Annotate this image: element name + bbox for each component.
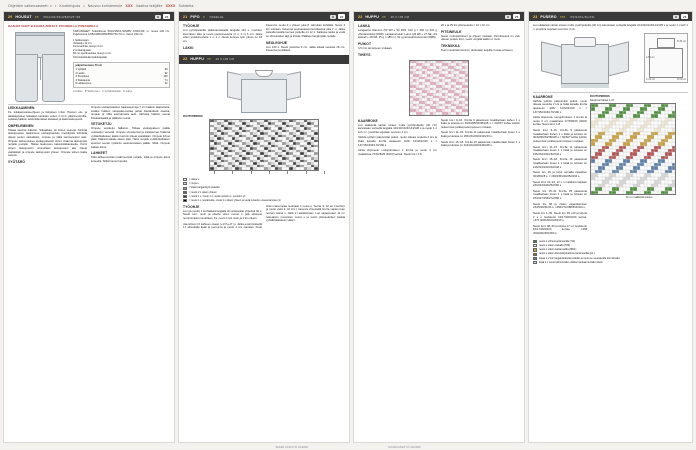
section-text: Luo sääteletä vartan sivaen mulle pyöröpuikolle (40 cm) karvanaan verisellä langalla 104/110/124/124/128 s ja neulo 1 o koh 1 n. joustinta sujutaan reunoon 4 cm. bbox=[358, 123, 437, 134]
table-row: 3 Sivupituus 100 bbox=[75, 75, 168, 79]
legend-item: neulo o.oikein valealla (539) bbox=[533, 244, 688, 248]
article-header-housut bbox=[4, 12, 174, 21]
section-text: Neulo krs:t 11–15. Krs:lla 11 jakautuvat maalikertaan kuten 1 s lisää ja tulossa on 156/234/232/242/240 s. bbox=[533, 145, 587, 156]
section-text: Ompele vetoketju halkioon. Tikkaa etukappaleen päälle vetoketjun vierestä. Ompele sivusaumat ja sisäsaumat. Käännä vyötärökaitaleen kaksin kerroin oikeat vastakkain. Ompele lyhyet päät. Käännä kaitale oikein päin. Harsi nurjalle vyötärökaitaleen avoimet reunat vyötärön saumanvaraan päälle. Silitä. Ompele kaitale kiinni. bbox=[91, 127, 170, 149]
topbar-item-1: Koottelujuks bbox=[59, 3, 81, 8]
section-text: Luo (ja neulo) 2 kerhalasta langalla oli ranksaukat yhdessä 40 s. Neulo kerr. nurin ja oikeita sitten neuoo s pää sittuneet reunimmaiset neulotaan. Ks. neulo 1 krs nurin ja 1 krs oikein. bbox=[183, 209, 262, 220]
camera-icon bbox=[155, 15, 161, 19]
chart-subtitle: Neulo kerrokset 1-47 bbox=[590, 98, 615, 102]
section-heading: KAARROKE bbox=[358, 118, 378, 123]
article-subtitle: HAAHAT OHUT B-KAARA ARKKI 2: PUUSEELLA PUNASEELLA bbox=[8, 24, 99, 28]
legend-swatch bbox=[183, 195, 187, 198]
legend-swatch bbox=[183, 182, 187, 185]
chart-axis bbox=[183, 171, 345, 176]
section-heading: LAHKEET bbox=[91, 151, 108, 156]
article-code: 29 X 135 CM bbox=[215, 57, 235, 62]
page-footer bbox=[0, 443, 696, 450]
topbar-item-3: Vaativa tekijälle bbox=[135, 3, 163, 8]
legend-swatch bbox=[183, 191, 187, 194]
section-text: Neulo krs:t 9–16. Krs:lla 9 jakautuvat maalikertaan kahen 1 s lisää ja tulossa on 30/32/65/34/38/108 s = 60/60? kohta tyttöön puikemmat puikkopuolet tarpeen mukaan. bbox=[441, 118, 520, 129]
section-text: 20 s ja 25 krs pitsineuletta = 10 x 10 cm. bbox=[441, 24, 491, 27]
footer-right: SUURI KÄSITYÖ 10/2020 bbox=[388, 444, 421, 449]
pusero-legend bbox=[533, 240, 688, 265]
legend-item: neulo o.vihreä kartanvarilla (711) bbox=[533, 240, 688, 244]
article-title: PUSERO bbox=[540, 14, 557, 19]
article-title: HUPPU bbox=[365, 14, 379, 19]
section-heading: PITSINEULE bbox=[441, 29, 462, 34]
section-text: 4,5 mm tai tarpeen mukaan. bbox=[358, 46, 393, 50]
section-text: Aloita kirjoneule ruutupiirroksen 1 krs:lta ja neulo 4 o:n maalarissa 27/3/28/29 (3/0/2) kertaa. Neulo krs:t 1-8. bbox=[533, 116, 587, 127]
page-number: 25 bbox=[514, 14, 519, 19]
article-body-housut bbox=[4, 21, 174, 442]
section-heading: VYÖTÄRÖ bbox=[8, 159, 26, 164]
chart-cell bbox=[465, 112, 468, 115]
materials-list bbox=[73, 39, 170, 59]
article-number: 20 bbox=[8, 14, 13, 19]
section-text: Neulo ruutupiirroksen ja ohjeen mukaan. Piirroksessa on vain oikean puolen krs:t, neulo nurjalla kaikki s:t nurin. bbox=[441, 34, 520, 42]
article-huppu-text bbox=[353, 11, 525, 443]
section-heading: VETOKETJU bbox=[91, 122, 112, 127]
yarn-text: Luo sääteletä vartan sivaen mulle pyöröpuikolle (40 cm) karvanaan verisellä langalla 104/110/124/124/128 s ja neulo 1 o koh 1 n. joustinta sujutaan reunoon 4 cm. bbox=[533, 24, 688, 31]
article-code: XS/S/M/L/XL/XXL bbox=[570, 14, 596, 19]
material-item: Kumínauhaa, leveys 3 cm. bbox=[73, 45, 104, 49]
chart-cell bbox=[314, 167, 318, 170]
section-heading: LAKKI bbox=[183, 45, 194, 50]
section-text: Aloita kirjoneule ruutupiirroksen 1 krs:lta ja neulo 4 o:n maalarissa 27/3/28/29 (3/0/2) kertaa. Neulo krs:t 1-8. bbox=[358, 149, 437, 156]
section-heading: KAARROKE bbox=[533, 94, 553, 99]
page-number: 26 bbox=[682, 14, 687, 19]
article-code: 29 X 135 CM bbox=[390, 14, 410, 19]
article-pipo bbox=[178, 11, 350, 443]
section-text: Neulo krs 38 ja niiden vapauttamisen 23/25/28/31/34 s. =356/272/288/304/320 s. bbox=[533, 202, 587, 210]
size-table bbox=[73, 62, 170, 88]
section-text: Neulo krs:t 20–24, 12 s n markkina tasilaan 234/243/244/252/260 s. bbox=[533, 180, 587, 188]
page-number: 24 bbox=[164, 14, 169, 19]
topbar-sep-0: • bbox=[55, 3, 57, 8]
legend-swatch bbox=[183, 178, 187, 181]
section-text: Kavenna: neulo 2 s yhteen joka 8. silmukan kohdalla. Neulo 3 krs suoraan. Kavenna seuraavassa kerroksessa joka 7. s. Jatka samalla tavalla kunnes puikolla on 12 s. Katkaise lanka ja vedä se silmukoiden läpi ja kiristä. Päättele langanpäät nurjalle. bbox=[266, 24, 345, 38]
section-text: Nurin neulotaan kuuroo, aloitetaan ketjulla 3 osaa erikseen. bbox=[441, 48, 514, 52]
material-item: 2 omkanappala. bbox=[73, 48, 92, 52]
section-text: Jaa silmat n:0 kahteen osaan (+17/s+17 s). Jatka ensimmäisellä 17 silmukalla lisää ja peruut-ta ja neulo 2 krs suoraan. Kudo sitten naisempaa neuloaan 1 reuna s. Teoria. 9, 10 eri 2 kerhrrp ja neulo vielä 9, 10 krs.t. kaventa vimeisellä krs.lla vapam-man reunan osana s. Jättä s:t askittämaan. Luo vapaanvaeri 11 s:n reikeäpion muovisten nuora s ja neulo pitsineulotten kaaiita vyöttärökaitaleen välien. bbox=[183, 204, 345, 230]
section-text: Luo 120 s. Neulo joustinta 6 cm. Jatka sileää neuletta 18 cm. Kavenna ja päättele. bbox=[266, 45, 345, 53]
legend-swatch bbox=[533, 244, 537, 247]
article-number: 23 bbox=[533, 14, 538, 19]
section-text: Neulo krs:t 38–40 ja kirjota 27 s:n markkerin 16/17/18/20/20 kertaa. =338 /290/206/302/000 s. bbox=[533, 224, 587, 236]
section-text: Neulo krs:t 11–15. Krs:lla 11 jakautuvat maalikertaan kuten 1 s lisää ja tulossa on 156/234/232/242/240 s. bbox=[441, 131, 520, 138]
section-heading: TYÖOHJE bbox=[183, 204, 200, 209]
article-number: 22 bbox=[358, 14, 363, 19]
legend-item: = neulo 1 s nostamatta, nosta 1 s oikein yhteen ja vedä nostettu s kaventamisen yli bbox=[183, 199, 345, 203]
garment-illustration-huppu bbox=[227, 67, 301, 113]
section-text: Vaihda työhön pakusmitat puikot, neulo oikeaa neuletta 2 krs ja lisää kanalta krs:lla tasaisesti 4/26/ 12/32/22/29 s = 137/152/164/170/190 s. bbox=[358, 136, 437, 147]
article-housut bbox=[3, 11, 175, 443]
article-number: 22 bbox=[183, 57, 188, 62]
section-text: Ks. leikkausvaraa-ohjeen ja lisäyksen mitat. Housun etu- ja takakappaleet leikataan kankaan suiten 2 cm:n päärmevaroilla. Leikkaa halkion sekä liitännäiset kaitaleet ja lisää taskupussit. bbox=[8, 110, 87, 122]
dim-label: A 52 cm bbox=[646, 56, 655, 60]
topbar-item-4: Suhdetta bbox=[178, 3, 194, 8]
section-heading: LANKA bbox=[358, 24, 371, 28]
chart-note: 12 s:n malikerta toistuu bbox=[625, 196, 653, 199]
article-title: HOUSUT bbox=[15, 14, 32, 19]
legend-item: = kaksi langanlöytö puikolla bbox=[183, 186, 345, 190]
legend-item: neulo o.oikein Ruutukirjohattuun kartanvarilla (pit.) bbox=[533, 252, 688, 256]
section-text: Vaihda työhön pakusmitat puikot, neulo oikeaa neuletta 2 krs ja lisää kanalta krs:lla tasaisesti 4/26/ 12/32/22/29 s = 137/152/164/170/190 s. bbox=[533, 99, 587, 114]
legend-item: lisää 1 s neuloi silmukoiden välisen lankaa kierrään oikein bbox=[533, 261, 688, 265]
legend-swatch bbox=[533, 248, 537, 251]
section-text: Neulo krs 19 ja kirjot samalla lisaukken 30/28/228 s. = 236/235/240/252/264 s. bbox=[533, 171, 587, 178]
schematic-diagram bbox=[644, 33, 688, 83]
legend-item: = neulo 2 s oikein yhteen bbox=[183, 191, 345, 195]
section-text: Neulo krs:t 16–18. Krs:lla 16 jakautuvat maalikertaan kuten 1 s lisää ja tulossa on 216/224/232/240/248 s. bbox=[441, 140, 520, 148]
dim-label: C 23 cm bbox=[646, 78, 655, 82]
table-row: 5 Lahkeensuu 42 bbox=[75, 81, 168, 85]
page-number: 24 bbox=[339, 14, 344, 19]
section-heading: OMPELEMINEN bbox=[8, 123, 34, 128]
article-header-pusero bbox=[529, 12, 692, 21]
article-title: PIPO bbox=[190, 14, 200, 19]
difficulty-stars: ×× bbox=[382, 14, 386, 19]
footer-left: SUURI KÄSITYÖ 10/2020 bbox=[275, 444, 308, 449]
section-text: Langaamo Diamino (50 Wll + 50 PAN, 100 g = 260 m) 300 g vihreänsinistä (2008). Lankamenekki: Lamo (26 Wll + 27 SE +19 kamwll + 28 Wll, 25 g = 185 m). 50 g perusvärimekunnat (2088). bbox=[358, 29, 437, 40]
legend-item: neulo o.oikein kartanvarilla (8811) bbox=[533, 248, 688, 252]
content-columns bbox=[0, 11, 696, 443]
difficulty-stars: ××× bbox=[559, 14, 566, 19]
article-code: NASELLE bbox=[209, 14, 224, 19]
chart-title: RUUTUPIIRROS bbox=[183, 114, 203, 118]
article-body-pusero bbox=[529, 21, 692, 442]
section-heading: TIHEYS bbox=[358, 52, 371, 57]
section-text: Neulo krs:t 16–18. Krs:lla 16 jakautuvat maalikertaan kuten 1 s lisää ja tulossa on 216/224/232/240/248 s. bbox=[533, 158, 587, 169]
legend-swatch bbox=[183, 199, 187, 202]
material-item: 80 cm ripettinauhaa, leveys 1 cm. bbox=[73, 52, 112, 56]
legend-item: = nurja s. bbox=[183, 182, 345, 186]
material-item: Kiinnostettävää taskukappala. bbox=[73, 55, 108, 59]
section-text: Ompele etukappaleiden haarasaumoja 7 cm halkion alapuolelta. Lisäksi halkion varaosaa-nuolaa paras liitettävässä osassa, ompele ja silitä saumanvara auki. Vahvista halkion reunat liimakankaalla ja päättele reunat. bbox=[91, 105, 170, 120]
section-text: Neulo krs:t 9–16. Krs:lla 9 jakautuvat maalikertaan kahen 1 s lisää ja tulossa on 30/32/65/34/38/108 s = 60/60? kohta tyttöön puikemmat puikkopuolet tarpeen mukaan. bbox=[533, 129, 587, 143]
legend-swatch bbox=[533, 257, 537, 260]
article-header-huppu bbox=[179, 55, 349, 64]
table-row: 4 Sisäsauma 74 bbox=[75, 78, 168, 82]
difficulty-stars: ×× bbox=[207, 57, 211, 62]
colorwork-swatch bbox=[409, 60, 469, 116]
article-header-pipo bbox=[179, 12, 349, 21]
legend-swatch bbox=[183, 187, 187, 190]
article-pusero bbox=[528, 11, 693, 443]
section-heading: TYÖOHJE bbox=[183, 24, 200, 28]
dim-label: B 36 cm bbox=[677, 40, 686, 44]
topbar-stars-2: XXXX bbox=[165, 3, 176, 8]
section-text: Neulo krs 25–31 Krs:lla 25 jakautuvat maalikertaan kuten 1 s lisää ja tulossa on 234/247/256/272/286 s. bbox=[533, 189, 587, 201]
material-item: Vetoketju 12 cm. bbox=[73, 42, 93, 46]
chart-title: RUUTUPIIRROS bbox=[590, 94, 610, 98]
camera-icon bbox=[673, 15, 679, 19]
section-text: Tikkaa saumat lukkoon. Siksakkaa, eli loimut reunoja. Kiinnitä taskupussien taskunsuut etukappaleisiin merkityistä kohdista oikeat puolet vastakkain, ompele ja silitä saumanvarat auki. Ompele taskupussien etukappaleisiin kiinni. Käännä taskupussi nurjalle puolelle. Tikkaa taskunsuu kaksoistikkauksella. Kiinni toinen taskupussin ommellaan taskupussin alle oikeat vastakkain ja ompele taskupussit yhteen. Ompele toinen taska samoin. bbox=[8, 128, 87, 158]
table-row: 2 Lantio 92 bbox=[75, 71, 168, 75]
chart-grid bbox=[209, 119, 319, 171]
section-heading: PUIKOT bbox=[358, 41, 372, 46]
section-text: Neulo krs 1–39. Neulo krs 39 +40 ja kirjota 2 s n markkerin 16/17/18/20/20 kertaa. =372 /290/206/223/240 s. bbox=[533, 211, 587, 223]
camera-icon bbox=[330, 15, 336, 19]
colorwork-swatch-wrap bbox=[358, 60, 520, 116]
article-title: HUPPU bbox=[190, 57, 204, 62]
size-table-title: paljonhuonaus 70 cm bbox=[75, 64, 103, 68]
pants-illustration bbox=[12, 32, 68, 102]
topbar-item-2: Neuvoo koristeneule bbox=[87, 3, 123, 8]
table-row: 1 Vyötärö 68 bbox=[75, 68, 168, 72]
article-code: 0541102/A5/22520/24°/26 bbox=[43, 14, 81, 19]
legend-item: = nosta 1 s, neulo 1 o, vedä nostettu s. neulotun yli bbox=[183, 195, 345, 199]
dim-label: D 60 cm bbox=[677, 78, 686, 82]
article-body-huppu-text bbox=[354, 21, 524, 442]
sweater-illustration bbox=[539, 36, 631, 88]
figure-notes: A Halkio · B Taskunsuu · C Vyötärökaitale · D Lahje bbox=[73, 89, 133, 93]
article-number: 21 bbox=[183, 14, 188, 19]
section-heading: NEULEOHJE bbox=[266, 40, 288, 45]
camera-icon bbox=[505, 15, 511, 19]
legend-swatch bbox=[533, 261, 537, 264]
topbar bbox=[0, 0, 696, 11]
article-body-pipo bbox=[179, 21, 349, 442]
colorwork-chart bbox=[590, 103, 676, 195]
legend-swatch bbox=[533, 240, 537, 243]
section-text: Taita lahkeensuiden päärmevarat nurjalle, silitä ja ompele kiinni koneella. Silitä housut lopuksi. bbox=[91, 156, 170, 163]
chart-legend bbox=[183, 178, 345, 203]
topbar-item-0: Ohjeiden vaikeusasteet: × bbox=[8, 3, 53, 8]
legend-swatch bbox=[533, 253, 537, 256]
article-header-huppu-text bbox=[354, 12, 524, 21]
section-heading: LEIKKAAMINEN bbox=[8, 105, 35, 110]
chart-huppu bbox=[183, 115, 345, 176]
difficulty-stars: × bbox=[202, 14, 205, 19]
topbar-sep-1: • bbox=[83, 3, 85, 8]
section-text: Luo pyöröpuikoille kaksinkertaisella langalla 120 s, merkitse kierroksen alku ja neulo joustinneuletta (2 o, 2 n) 6 cm. Jatka sitten joustinneuletta 1 o, 1 n. Neulo kunnes työn pituus on 18 cm. bbox=[183, 29, 262, 43]
topbar-stars-1: XXX bbox=[125, 3, 133, 8]
chart-cell bbox=[672, 191, 676, 194]
legend-item: = oikea s. bbox=[183, 178, 345, 182]
legend-item: kelaa 1 s hon langanlanketta puikolle ja neulo se seuraavalla kierroksella bbox=[533, 257, 688, 261]
difficulty-stars: ×× bbox=[34, 14, 39, 19]
section-heading: TEKNIIKKA bbox=[441, 43, 460, 48]
material-item: 1 farkkunappi. bbox=[73, 38, 90, 42]
materials-text: TARVIKKEET: Tekstiilimuu 5100/150/170/5/85/ 0,80/2,80; m. leveä 140 cm. Pujeltuvuus 0,550/1800/650/650/700,70 m. Vetori 240 cm. bbox=[73, 29, 170, 37]
